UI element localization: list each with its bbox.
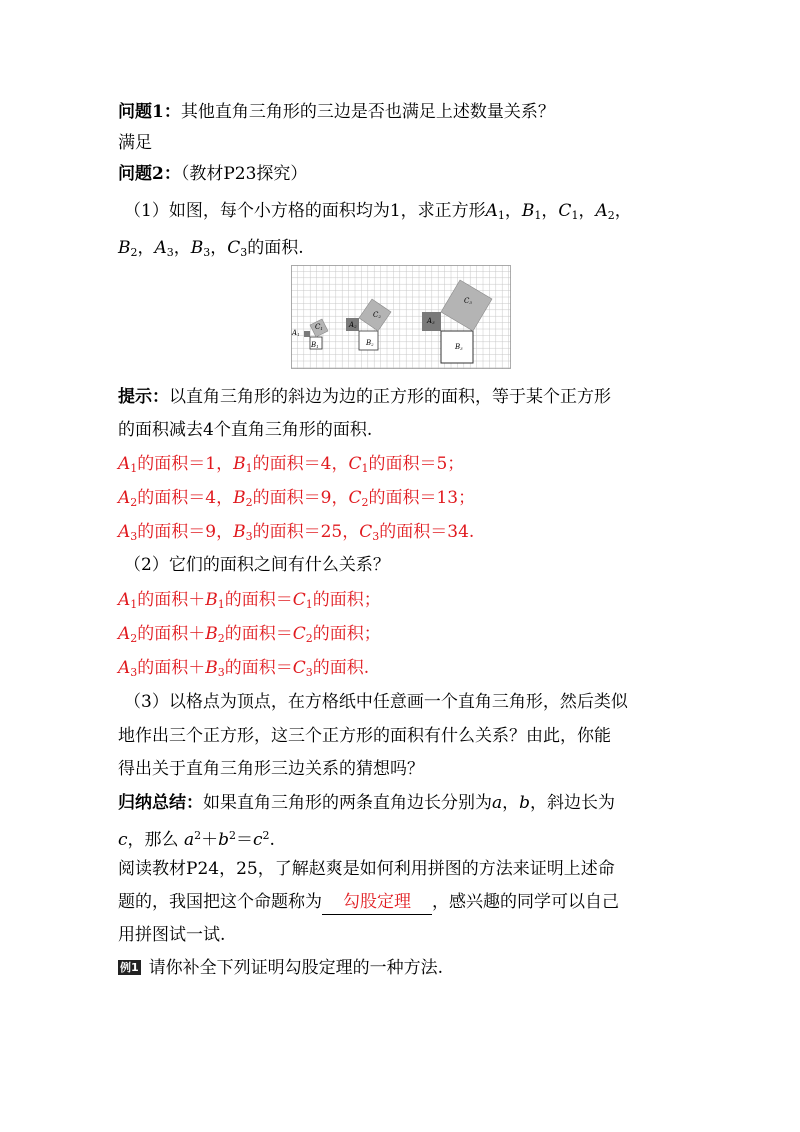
hint-line2: 的面积减去4个直角三角形的面积. xyxy=(118,420,373,440)
summary-line2: c，那么 $a^2+b^2=c^2$. xyxy=(118,829,275,850)
q1-label: 问题1： xyxy=(118,102,181,122)
part3-line3: 得出关于直角三角形三边关系的猜想吗？ xyxy=(118,759,424,779)
answer-blank: 勾股定理 xyxy=(322,890,432,915)
reading-line2: 题的，我国把这个命题称为 勾股定理 ，感兴趣的同学可以自己 xyxy=(118,890,619,915)
q1-text: 其他直角三角形的三边是否也满足上述数量关系？ xyxy=(180,102,555,122)
q2-label: 问题2： xyxy=(118,164,181,184)
square-c3 xyxy=(441,280,492,331)
part1-end: 的面积. xyxy=(247,238,304,258)
example-text: 请你补全下列证明勾股定理的一种方法. xyxy=(148,958,444,978)
relation-row-3: $A_3$的面积$+B_3$的面积$=C_3$的面积. xyxy=(118,658,370,679)
q2-part1-line2: $B_2$，$A_3$，$B_3$，$C_3$的面积. xyxy=(118,238,304,259)
part1-intro: （1）如图，每个小方格的面积均为1，求正方形 xyxy=(124,201,486,221)
fig-label-c1: C1 xyxy=(315,323,323,331)
fig-label-a1: A1 xyxy=(292,329,300,337)
reading-line3: 用拼图试一试. xyxy=(118,925,226,945)
fig-label-c3: C3 xyxy=(464,297,472,305)
example-line xyxy=(118,956,443,980)
fig-label-b3: B3 xyxy=(455,343,463,351)
fig-label-c2: C2 xyxy=(373,311,381,319)
hint-label: 提示： xyxy=(118,387,169,407)
hint-text-1: 以直角三角形的斜边为边的正方形的面积，等于某个正方形 xyxy=(169,387,611,407)
q1-line xyxy=(118,100,555,124)
summary-line1: 归纳总结：如果直角三角形的两条直角边长分别为a，b，斜边长为 xyxy=(118,793,616,813)
example-badge: 例1 xyxy=(120,961,139,974)
relation-row-2: $A_2$的面积$+B_2$的面积$=C_2$的面积； xyxy=(118,624,381,645)
hint-line1 xyxy=(118,385,611,409)
q2-line xyxy=(118,162,307,186)
reading-line1: 阅读教材P24，25，了解赵爽是如何利用拼图的方法来证明上述命 xyxy=(118,859,615,879)
fig-label-a3: A3 xyxy=(427,317,435,325)
relation-row-1: $A_1$的面积$+B_1$的面积$=C_1$的面积； xyxy=(118,590,381,611)
q2-text: （教材P23探究） xyxy=(180,164,308,184)
fig-label-b2: B2 xyxy=(366,339,374,347)
summary-label: 归纳总结： xyxy=(118,793,203,813)
fig-label-a2: A2 xyxy=(349,321,357,329)
area-row-3: $A_3$的面积＝9，$B_3$的面积＝25，$C_3$的面积＝34. xyxy=(118,522,475,543)
part3-line1: （3）以格点为顶点，在方格纸中任意画一个直角三角形，然后类似 xyxy=(124,692,628,712)
q1-answer: 满足 xyxy=(118,133,152,153)
area-row-1: $A_1$的面积＝1，$B_1$的面积＝4，$C_1$的面积＝5； xyxy=(118,454,465,475)
fig-label-b1: B1 xyxy=(311,341,319,349)
part3-line2: 地作出三个正方形，这三个正方形的面积有什么关系？由此，你能 xyxy=(118,726,611,746)
area-row-2: $A_2$的面积＝4，$B_2$的面积＝9，$C_2$的面积＝13； xyxy=(118,488,476,509)
grid-figure xyxy=(291,265,511,369)
q2-part1-line1: （1）如图，每个小方格的面积均为1，求正方形$A_1$，$B_1$，$C_1$，$A_2$， xyxy=(124,201,632,222)
part2-question: （2）它们的面积之间有什么关系？ xyxy=(124,555,390,575)
square-a1 xyxy=(304,331,310,337)
